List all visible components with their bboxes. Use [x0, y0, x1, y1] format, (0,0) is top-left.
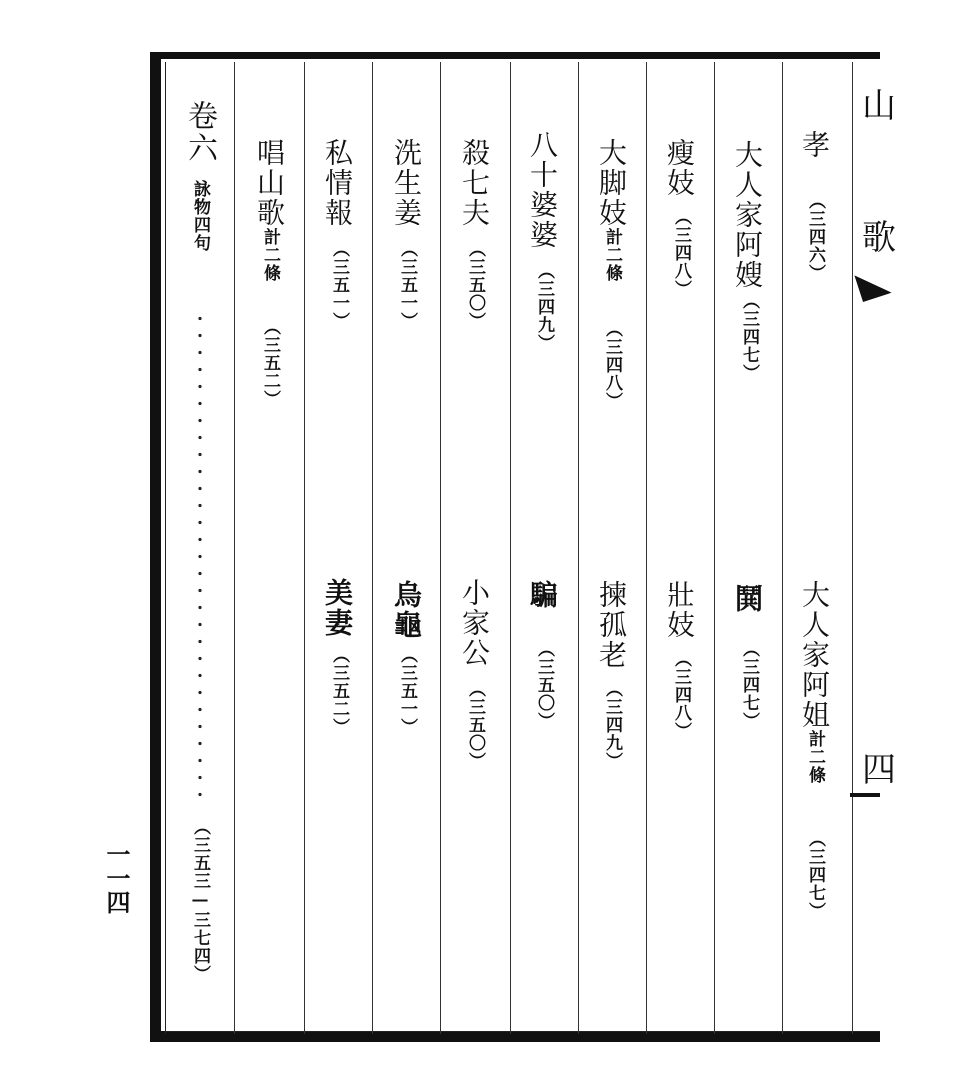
entry-page-ref: （三五〇）: [465, 240, 485, 330]
entry-page-ref: （三四八）: [671, 650, 691, 740]
entry-title: 瘦妓: [663, 138, 696, 198]
column-divider: [304, 62, 305, 1034]
volume-title: 卷六: [182, 100, 217, 164]
entry-page-ref: （三五〇）: [534, 640, 554, 730]
entry-page-ref: （三四九）: [534, 262, 554, 352]
entry-page-ref: （三四九）: [602, 680, 622, 770]
column-divider: [782, 62, 783, 1034]
column-divider: [852, 62, 853, 1034]
entry-page-ref: （三五二）: [260, 318, 280, 408]
entry-page-ref: （三五二）: [329, 646, 349, 736]
volume-subtitle: 詠物四句: [190, 180, 210, 252]
entry-title: 小家公: [458, 578, 491, 668]
frame-inner-bottom: [165, 1031, 880, 1032]
column-divider: [578, 62, 579, 1034]
header-rule: [850, 793, 880, 797]
entry-page-ref: （三五一）: [397, 240, 417, 330]
entry-page-ref: （三五一）: [397, 646, 417, 736]
entry-title: 騙: [526, 580, 559, 610]
volume-page-range: （三五三—三七四）: [190, 818, 210, 983]
entry-page-ref: （三五一）: [329, 240, 349, 330]
entry-page-ref: （三五〇）: [465, 680, 485, 770]
entry-page-ref: （三四七）: [739, 292, 759, 382]
entry-subnote: 計二條: [602, 228, 622, 282]
entry-page-ref: （三四八）: [671, 208, 691, 298]
header-char-ge: 歌: [862, 218, 896, 258]
entry-title: 大脚妓: [595, 138, 628, 228]
entry-page-ref: （三四七）: [805, 830, 825, 920]
entry-page-ref: （三四七）: [739, 640, 759, 730]
header-char-si: 四: [862, 750, 896, 790]
column-divider: [646, 62, 647, 1034]
entry-title: 大人家阿姐: [798, 580, 831, 730]
entry-title: 孝: [798, 130, 831, 160]
frame-inner-line: [165, 62, 166, 1034]
leader-dots: [197, 310, 203, 810]
entry-title: 私情報: [321, 138, 354, 228]
entry-title: 鬨: [731, 584, 764, 614]
page-number: 一一四: [102, 842, 131, 914]
column-divider: [440, 62, 441, 1034]
entry-title: 揀孤老: [595, 580, 628, 670]
entry-title: 唱山歌: [253, 138, 286, 228]
entry-title: 洗生姜: [390, 138, 423, 228]
entry-title: 美妻: [321, 578, 354, 638]
column-divider: [714, 62, 715, 1034]
entry-title: 烏龜: [390, 580, 423, 640]
column-divider: [234, 62, 235, 1034]
entry-page-ref: （三四八）: [602, 320, 622, 410]
entry-subnote: 計二條: [805, 730, 825, 784]
column-divider: [372, 62, 373, 1034]
header-char-shan: 山: [862, 86, 896, 126]
entry-subnote: 計二條: [260, 228, 280, 282]
entry-title: 殺七夫: [458, 138, 491, 228]
entry-page-ref: （三四六）: [805, 192, 825, 282]
entry-title: 八十婆婆: [526, 130, 559, 250]
entry-title: 大人家阿嫂: [731, 140, 764, 290]
column-divider: [510, 62, 511, 1034]
entry-title: 壯妓: [663, 580, 696, 640]
